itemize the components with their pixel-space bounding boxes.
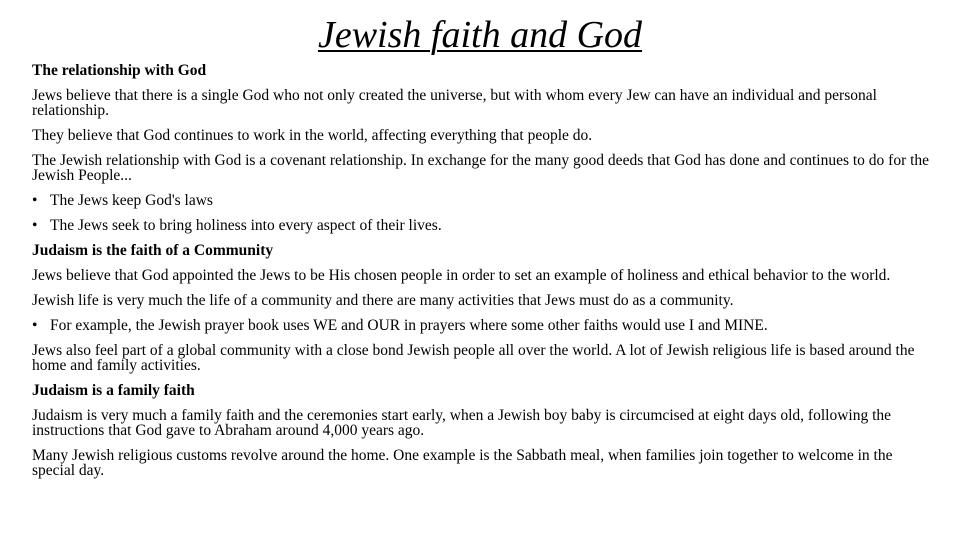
bullet-text: The Jews keep God's laws bbox=[50, 192, 213, 209]
bullet-item bbox=[32, 218, 937, 233]
bullet-icon: • bbox=[32, 192, 38, 209]
bullet-text: The Jews seek to bring holiness into every aspect of their lives. bbox=[50, 217, 442, 234]
paragraph: Jews believe that there is a single God who not only created the universe, but with whom every Jew can have an individual and personal relationship. bbox=[32, 87, 877, 119]
bullet-text: For example, the Jewish prayer book uses WE and OUR in prayers where some other faiths would use I and MINE. bbox=[50, 317, 768, 334]
paragraph: Many Jewish religious customs revolve around the home. One example is the Sabbath meal, when families join together to welcome in the special day. bbox=[32, 447, 893, 479]
bullet-icon: • bbox=[32, 317, 38, 334]
bullet-item bbox=[32, 193, 937, 208]
section-heading: Judaism is the faith of a Community bbox=[32, 242, 274, 259]
slide-body bbox=[32, 63, 937, 488]
section-heading: Judaism is a family faith bbox=[32, 382, 195, 399]
paragraph: Jewish life is very much the life of a community and there are many activities that Jews must do as a community. bbox=[32, 292, 734, 309]
section-heading: The relationship with God bbox=[32, 62, 207, 79]
bullet-item bbox=[32, 318, 937, 333]
slide-title: Jewish faith and God bbox=[317, 14, 643, 56]
paragraph: Jews also feel part of a global community with a close bond Jewish people all over the world. A lot of Jewish religious life is based around the home and family activities. bbox=[32, 342, 915, 374]
paragraph: They believe that God continues to work in the world, affecting everything that people do. bbox=[32, 127, 593, 144]
paragraph: The Jewish relationship with God is a covenant relationship. In exchange for the many good deeds that God has done and continues to do for the Jewish People... bbox=[32, 152, 930, 184]
bullet-icon: • bbox=[32, 217, 38, 234]
paragraph: Jews believe that God appointed the Jews to be His chosen people in order to set an example of holiness and ethical behavior to the world. bbox=[32, 267, 891, 284]
paragraph: Judaism is very much a family faith and the ceremonies start early, when a Jewish boy baby is circumcised at eight days old, following the instructions that God gave to Abraham around 4,000 years ago. bbox=[32, 407, 892, 439]
